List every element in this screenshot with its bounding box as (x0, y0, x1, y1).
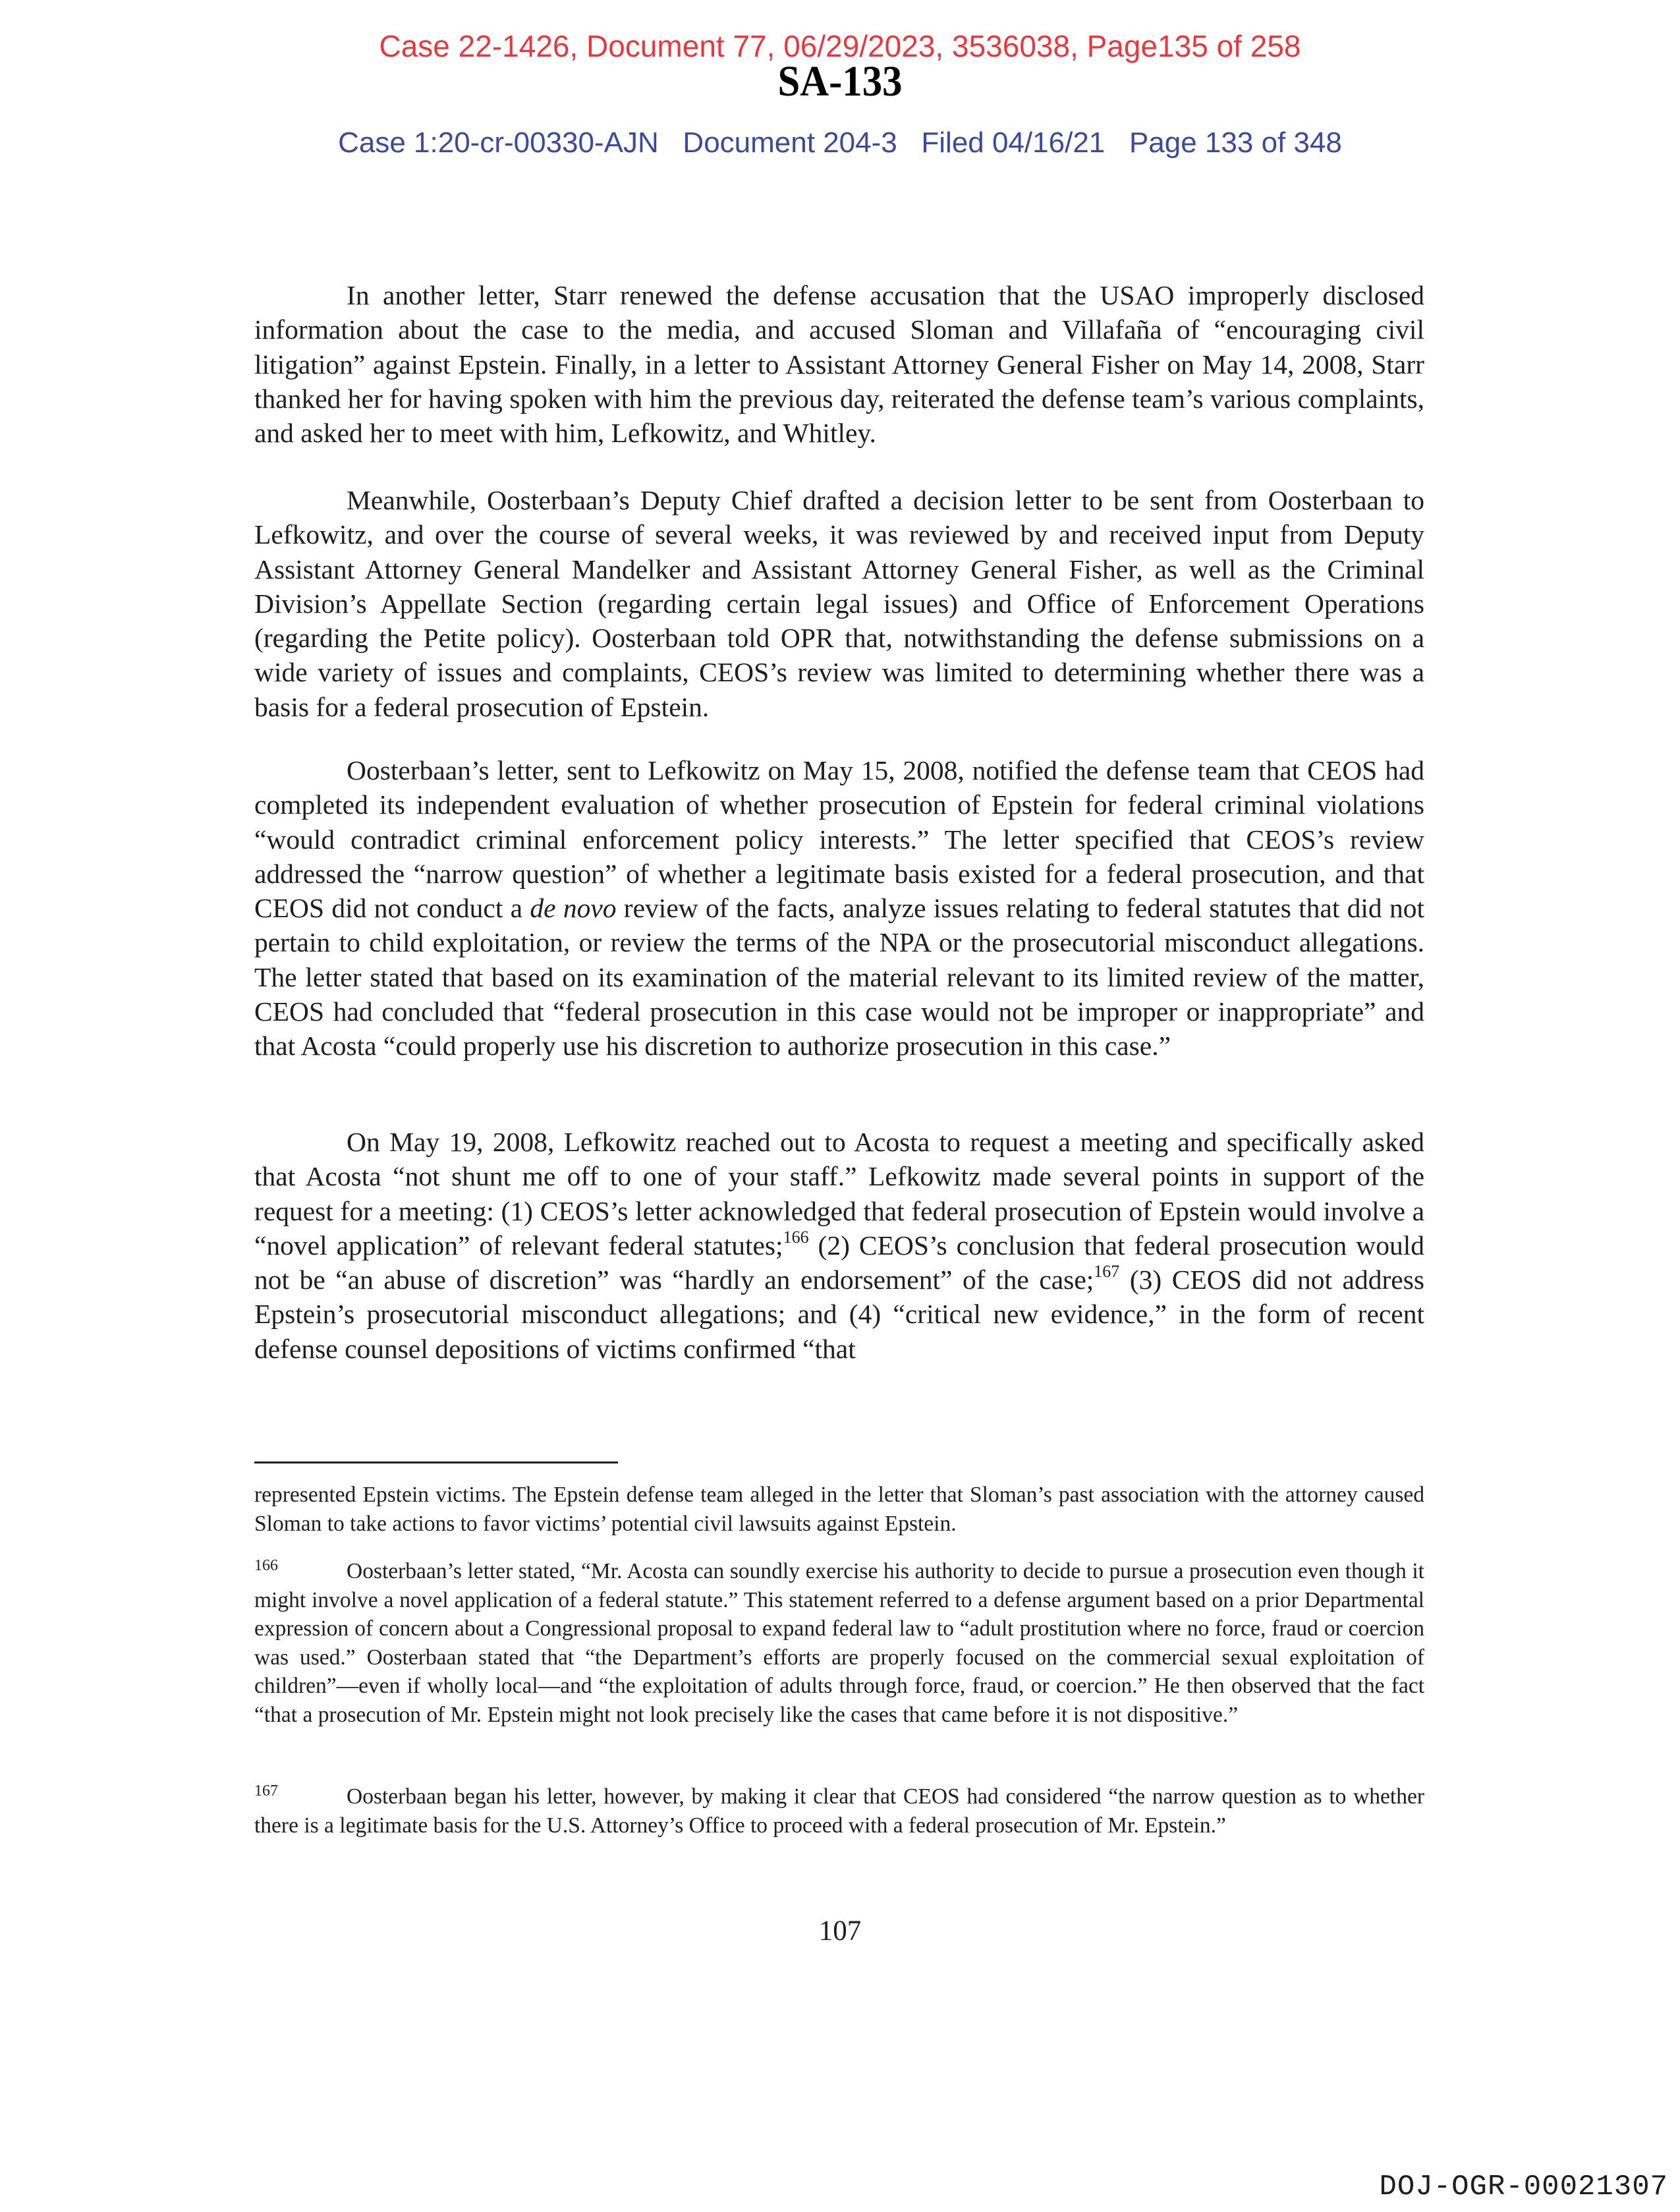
body-paragraph-1 (254, 278, 1424, 450)
paragraph-text: review of the facts, analyze issues relating to federal statutes that did not pertain to child exploitation, or review the terms of the NPA or the prosecutorial misconduct allegations. The letter stated that based on its examination of the material relevant to its limited review of the matter, CEOS had concluded that “federal prosecution in this case would not be improper or inappropriate” and that Acosta “could properly use his discretion to authorize prosecution in this case.” (254, 893, 1424, 1062)
appendix-page-label: SA-133 (777, 57, 903, 105)
paragraph-text: (3) CEOS did not address Epstein’s prosecutorial misconduct allegations; and (4) “critical new evidence,” in the form of recent defense counsel depositions of victims confirmed “that (254, 1264, 1424, 1364)
body-paragraph-3 (254, 753, 1424, 1063)
appellate-case-stamp: Case 22-1426, Document 77, 06/29/2023, 3536038, Page135 of 258 (379, 29, 1301, 63)
district-case-stamp: Case 1:20-cr-00330-AJN Document 204-3 Filed 04/16/21 Page 133 of 348 (338, 127, 1342, 159)
footnote-continuation: represented Epstein victims. The Epstein defense team alleged in the letter that Sloman’s past association with the attorney caused Sloman to take actions to favor victims’ potential civil lawsuits against Epstein. (254, 1483, 1424, 1536)
footnote-text: Oosterbaan began his letter, however, by making it clear that CEOS had considered “the narrow question as to whether there is a legitimate basis for the U.S. Attorney’s Office to proceed with a federal prosecution of Mr. Epstein.” (254, 1784, 1424, 1838)
paragraph-text: In another letter, Starr renewed the defense accusation that the USAO improperly disclosed information about the case to the media, and accused Sloman and Villafaña of “encouraging civil litigation” against Epstein. Finally, in a letter to Assistant Attorney General Fisher on May 14, 2008, Starr thanked her for having spoken with him the previous day, reiterated the defense team’s various complaints, and asked her to meet with him, Lefkowitz, and Whitley. (254, 280, 1424, 449)
footnote-text: Oosterbaan’s letter stated, “Mr. Acosta can soundly exercise his authority to decide to pursue a prosecution even though it might involve a novel application of a federal statute.” This statement referred to a defense argument based on a prior Departmental expression of concern about a Congressional proposal to expand federal law to “adult prostitution where no force, fraud or coercion was used.” Oosterbaan stated that “the Department’s efforts are properly focused on the commercial sexual exploitation of children”—even if wholly local—and “the exploitation of adults through force, fraud, or coercion.” He then observed that the fact “that a prosecution of Mr. Epstein might not look precisely like the cases that came before it is not dispositive.” (254, 1559, 1424, 1727)
paragraph-text: Meanwhile, Oosterbaan’s Deputy Chief drafted a decision letter to be sent from Oosterbaan to Lefkowitz, and over the course of several weeks, it was reviewed by and received input from Deputy Assistant Attorney General Mandelker and Assistant Attorney General Fisher, as well as the Criminal Division’s Appellate Section (regarding certain legal issues) and Office of Enforcement Operations (regarding the Petite policy). Oosterbaan told OPR that, notwithstanding the defense submissions on a wide variety of issues and complaints, CEOS’s review was limited to determining whether there was a basis for a federal prosecution of Epstein. (254, 485, 1424, 722)
bates-number: DOJ-OGR-00021307 (1379, 2170, 1668, 2203)
paragraph-text: Oosterbaan’s letter, sent to Lefkowitz on May 15, 2008, notified the defense team that CEOS had completed its independent evaluation of whether prosecution of Epstein for federal criminal violations “would contradict criminal enforcement policy interests.” The letter specified that CEOS’s review addressed the “narrow question” of whether a legitimate basis existed for a federal prosecution, and that CEOS did not conduct a (254, 755, 1424, 924)
body-paragraph-2 (254, 483, 1424, 724)
body-paragraph-4 (254, 1125, 1424, 1366)
footnote-167: 167 Oosterbaan began his letter, however, by making it clear that CEOS had considered “the narrow question as to whether there is a legitimate basis for the U.S. Attorney’s Office to proceed with a federal prosecution of Mr. Epstein.” (254, 1782, 1424, 1838)
footnote-ref-167[interactable]: 167 (1094, 1262, 1120, 1282)
footnote-separator (254, 1461, 618, 1463)
footnote-166: 166 Oosterbaan’s letter stated, “Mr. Acosta can soundly exercise his authority to decide to pursue a prosecution even though it might involve a novel application of a federal statute.” This statement referred to a defense argument based on a prior Departmental expression of concern about a Congressional proposal to expand federal law to “adult prostitution where no force, fraud or coercion was used.” Oosterbaan stated that “the Department’s efforts are properly focused on the commercial sexual exploitation of children”—even if wholly local—and “the exploitation of adults through force, fraud, or coercion.” He then observed that the fact “that a prosecution of Mr. Epstein might not look precisely like the cases that came before it is not dispositive.” (254, 1557, 1424, 1727)
paragraph-text: (2) CEOS’s conclusion that federal prosecution would not be “an abuse of discretion” was “hardly an endorsement” of the case; (254, 1230, 1424, 1295)
paragraph-text: On May 19, 2008, Lefkowitz reached out to Acosta to request a meeting and specifically asked that Acosta “not shunt me off to one of your staff.” Lefkowitz made several points in support of the request for a meeting: (1) CEOS’s letter acknowledged that federal prosecution of Epstein would involve a “novel application” of relevant federal statutes; (254, 1127, 1424, 1261)
footnote-ref-166[interactable]: 166 (783, 1227, 809, 1247)
italic-term: de novo (530, 893, 617, 924)
page-number: 107 (818, 1915, 862, 1946)
